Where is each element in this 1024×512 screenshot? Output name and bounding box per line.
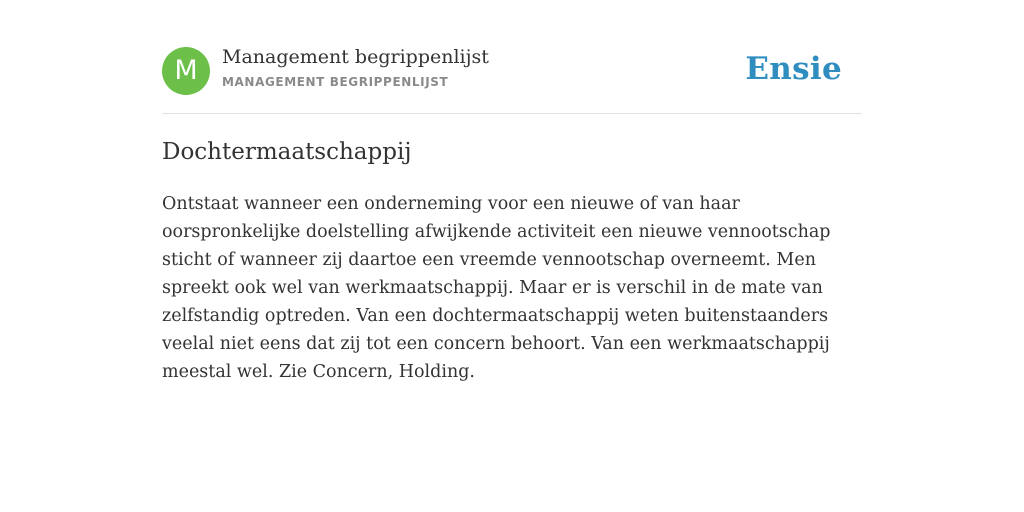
avatar[interactable]: M [162, 47, 210, 95]
list-subtitle: MANAGEMENT BEGRIPPENLIJST [222, 75, 449, 89]
brand-logo[interactable]: Ensie [745, 51, 842, 87]
divider [162, 113, 862, 114]
header [162, 46, 862, 96]
definition-text: Ontstaat wanneer een onderneming voor een nieuwe of van haar oorspronkelijke doelstelling afwijkende activiteit een nieuwe vennootschap sticht of wanneer zij daartoe een vreemde vennootschap overneemt. Men spreekt ook wel van werkmaatschappij. Maar er is verschil in de mate van zelfstandig optreden. Van een dochtermaatschappij weten buitenstaanders veelal niet eens dat zij tot een concern behoort. Van een werkmaatschappij meestal wel. Zie Concern, Holding. [162, 194, 831, 382]
list-title[interactable]: Management begrippenlijst [222, 46, 489, 68]
term-title: Dochtermaatschappij [162, 139, 412, 165]
